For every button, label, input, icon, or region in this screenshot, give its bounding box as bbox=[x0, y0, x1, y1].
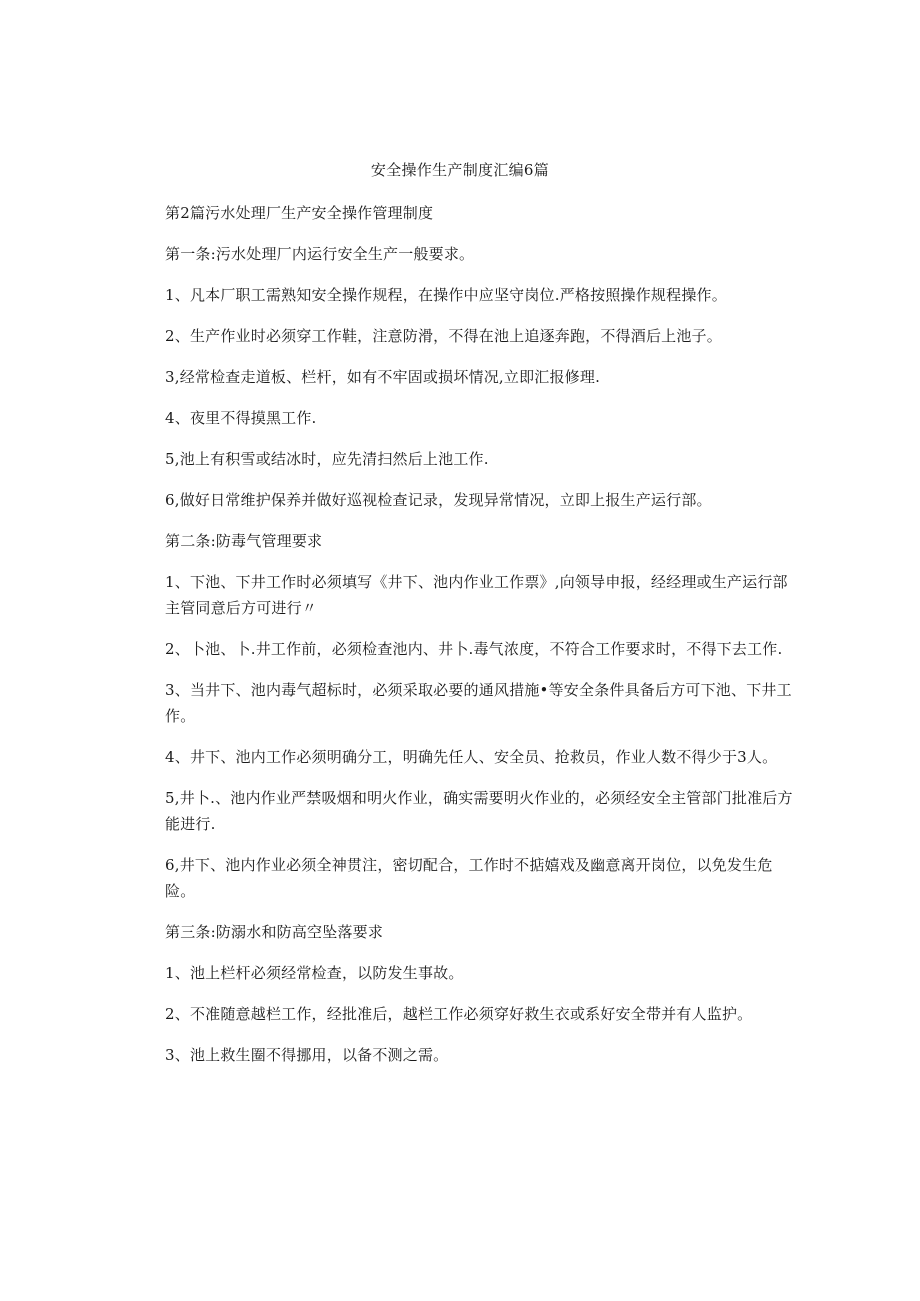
rule-item: 6,井下、池内作业必须全神贯注，密切配合，工作时不掂嬉戏及幽意离开岗位，以免发生危险。 bbox=[165, 856, 773, 900]
rule-item: 4、夜里不得摸黑工作. bbox=[165, 409, 317, 427]
rule-item: 5,井卜.、池内作业严禁吸烟和明火作业，确实需要明火作业的，必须经安全主管部门批准后方能进行. bbox=[165, 789, 793, 833]
article-heading: 第三条:防溺水和防高空坠落要求 bbox=[165, 923, 384, 941]
rule-item: 1、池上栏杆必须经常检查，以防发生事故。 bbox=[165, 964, 464, 982]
rule-item: 2、卜池、卜.井工作前，必须检查池内、井卜.毒气浓度，不符合工作要求时，不得下去工作. bbox=[165, 640, 783, 658]
rule-item: 3、当井下、池内毒气超标时，必须采取必要的通风措施•等安全条件具备后方可下池、下井工作。 bbox=[165, 681, 792, 725]
rule-item: 1、凡本厂职工需熟知安全操作规程，在操作中应坚守岗位.严格按照操作规程操作。 bbox=[165, 286, 727, 304]
rule-item: 2、生产作业时必须穿工作鞋，注意防滑，不得在池上追逐奔跑，不得酒后上池子。 bbox=[165, 327, 722, 345]
document-title: 安全操作生产制度汇编6篇 bbox=[370, 161, 550, 179]
article-heading: 第二条:防毒气管理要求 bbox=[165, 532, 323, 550]
document-body bbox=[165, 200, 795, 1083]
section-heading: 第2篇污水处理厂生产安全操作管理制度 bbox=[165, 204, 434, 222]
rule-item: 3,经常检查走道板、栏杆，如有不牢固或损坏情况,立即汇报修理. bbox=[165, 368, 601, 386]
rule-item: 6,做好日常维护保养并做好巡视检查记录，发现异常情况，立即上报生产运行部。 bbox=[165, 491, 712, 509]
rule-item: 1、下池、下井工作时必须填写《井下、池内作业工作票》,向领导申报，经经理或生产运行部主管同意后方可进行〃 bbox=[165, 573, 788, 617]
rule-item: 4、井下、池内工作必须明确分工，明确先任人、安全员、抢救员，作业人数不得少于3人。 bbox=[165, 748, 778, 766]
article-heading: 第一条:污水处理厂内运行安全生产一般要求。 bbox=[165, 245, 475, 263]
rule-item: 2、不准随意越栏工作，经批准后，越栏工作必须穿好救生衣或系好安全带并有人监护。 bbox=[165, 1005, 753, 1023]
rule-item: 5,池上有积雪或结冰时，应先清扫然后上池工作. bbox=[165, 450, 489, 468]
rule-item: 3、池上救生圈不得挪用，以备不测之需。 bbox=[165, 1046, 449, 1064]
